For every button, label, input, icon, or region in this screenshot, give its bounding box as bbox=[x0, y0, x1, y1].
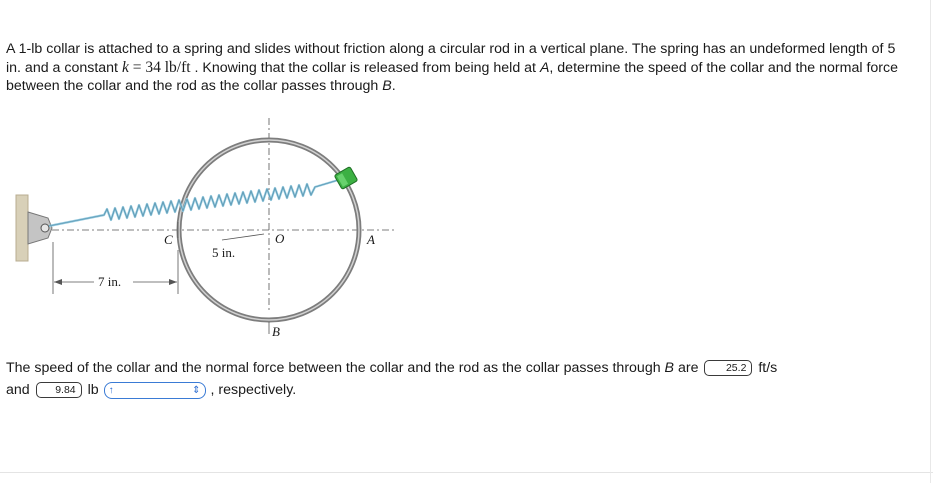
spring-constant-expression bbox=[122, 59, 191, 76]
answer-text-1: The speed of the collar and the normal force between the collar and the rod as the collar passes through bbox=[6, 360, 665, 376]
k-symbol: k bbox=[121, 58, 129, 76]
wall-support bbox=[16, 195, 28, 261]
answer-text-4: , respectively. bbox=[206, 382, 297, 398]
speed-answer-field[interactable]: 25.2 bbox=[704, 360, 752, 376]
spring bbox=[49, 178, 345, 226]
dim-7in-arrow-right bbox=[169, 279, 177, 285]
select-caret-icon: ⇕ bbox=[192, 384, 201, 396]
problem-text-2: . Knowing that the collar is released from being held at bbox=[190, 59, 540, 76]
k-unit: lb/ft bbox=[164, 58, 191, 76]
problem-statement bbox=[6, 40, 911, 96]
problem-text-1: A 1-lb collar is attached to a spring and slides without friction along a circular rod in a vertical plane. The spring has an undeformed length of 5 in. and a constant bbox=[6, 41, 896, 76]
answer-text-2: are bbox=[674, 360, 703, 376]
point-b-ref: B bbox=[382, 78, 392, 94]
force-answer-field[interactable]: 9.84 bbox=[36, 382, 82, 398]
collar-spring-figure bbox=[12, 112, 402, 342]
force-unit: lb bbox=[83, 382, 103, 398]
dim-7in-arrow-left bbox=[54, 279, 62, 285]
bottom-divider bbox=[0, 472, 933, 473]
pivot-pin bbox=[41, 224, 49, 232]
point-a-ref: A bbox=[539, 59, 550, 76]
problem-text-3: , determine the speed of the collar and the normal force between the collar and the rod as the collar passes through bbox=[6, 59, 898, 94]
label-a: A bbox=[367, 232, 375, 247]
dim-5in-line bbox=[222, 234, 264, 240]
answer-text-3: and bbox=[6, 382, 34, 398]
label-c: C bbox=[164, 232, 173, 247]
force-direction-select[interactable] bbox=[104, 382, 206, 399]
answer-statement bbox=[6, 357, 911, 401]
problem-text-4: . bbox=[391, 78, 396, 94]
answer-point-b: B bbox=[664, 360, 675, 376]
up-arrow-icon: ↑ bbox=[108, 384, 114, 396]
speed-unit: ft/s bbox=[754, 360, 778, 376]
label-o: O bbox=[275, 231, 285, 246]
dim-7in-label: 7 in. bbox=[98, 274, 122, 289]
dim-5in-label: 5 in. bbox=[212, 245, 236, 260]
k-equals: = 34 bbox=[128, 58, 165, 76]
right-edge-divider bbox=[930, 0, 931, 483]
label-b: B bbox=[272, 324, 280, 339]
